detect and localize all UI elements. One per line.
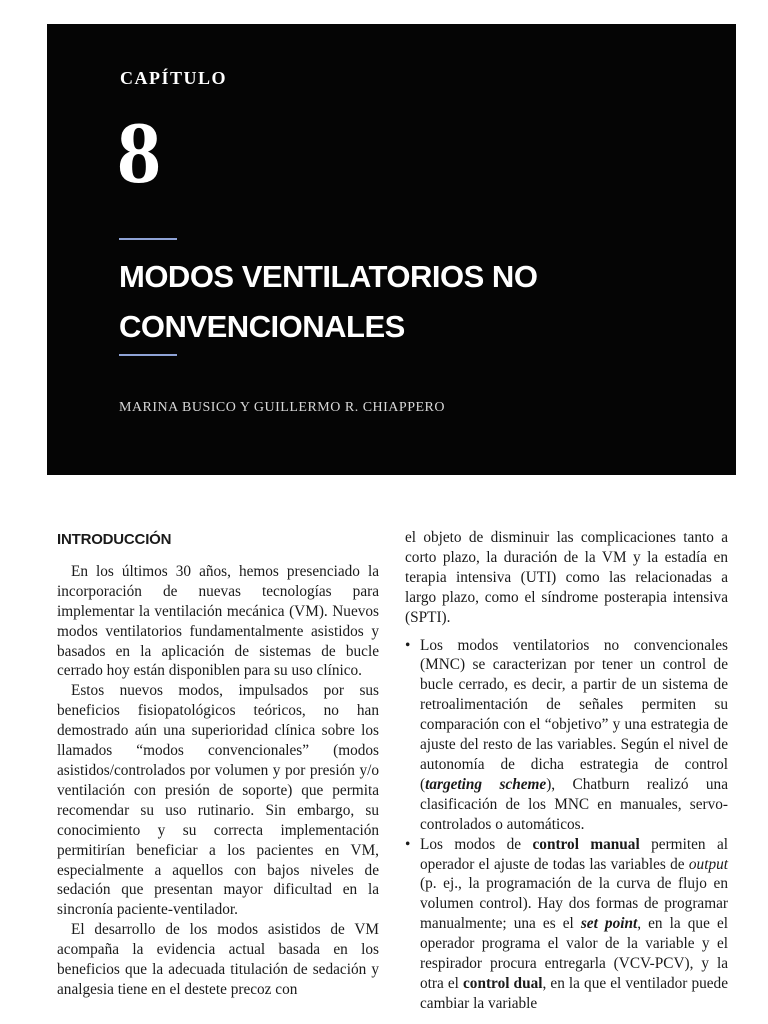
chapter-title-line-1: MODOS VENTILATORIOS NO [119,259,538,294]
bold-term: control dual [463,974,543,992]
chapter-title [119,252,679,352]
intro-paragraph-3: El desarrollo de los modos asistidos de VM acompaña la evidencia actual basada en los beneficios que la adecuada titulación de sedación y analgesia tiene en el destete precoz con [57,921,379,998]
chapter-header-banner [47,24,736,475]
bullet-text: Los modos ventilatorios no convencionales (MNC) se caracterizan por tener un control de bucle cerrado, es decir, a partir de un sistema de retroalimentación de señales permiten su comparación con el “objetivo” y una estrategia de ajuste del resto de las variables. Según el nivel de autonomía de dicha estrategia de control ( [420,636,728,793]
emphasis-term: targeting scheme [425,775,547,793]
right-column [405,528,728,1014]
bullet-text: ), Chatburn realizó una clasificación de los MNC en manuales, servo-controlados o automáticos. [420,775,728,833]
chapter-title-line-2: CONVENCIONALES [119,309,405,344]
bullet-text: (p. ej., la programación de la curva de flujo en volumen control). Hay dos formas de programar manualmente; una es el [420,875,728,933]
chapter-authors: MARINA BUSICO Y GUILLERMO R. CHIAPPERO [119,400,445,415]
bullet-text: , en la que el operador programa el valor de la variable y el respirador procura entregarla (VCV-PCV), y la otra el [420,915,728,992]
intro-paragraph-1: En los últimos 30 años, hemos presenciado la incorporación de nuevas tecnologías para implementar la ventilación mecánica (VM). Nuevos modos ventilatorios fundamentalmente asistidos y basados en la aplicación de sistemas de bucle cerrado hoy están disponiblen para su uso clínico. [57,562,379,680]
bullet-marker: • [405,835,411,853]
bullet-list [405,636,728,1014]
left-column [57,530,379,1000]
intro-paragraph-2: Estos nuevos modos, impulsados por sus beneficios fisiopatológicos teóricos, no han demostrado aún una superioridad clínica sobre los llamados “modos convencionales” (modos asistidos/controlados por volumen y por presión y/o ventilación con presión de soporte) que permita recomendar su uso rutinario. Sin embargo, su conocimiento y su correcta implementación permitirían beneficiar a los pacientes en VM, especialmente a aquellos con bajos niveles de sedación que presentan mayor dificultad en la sincronía paciente-ventilador. [57,682,379,919]
bold-term: control manual [532,835,640,853]
italic-term: output [688,855,728,873]
bullet-text: permiten al operador el ajuste de todas las variables de [420,835,728,873]
intro-paragraph-continued: el objeto de disminuir las complicaciones tanto a corto plazo, la duración de la VM y la estadía en terapia intensiva (UTI) como las relacionadas a largo plazo, como el síndrome posterapia intensiva (SPTI). [405,529,728,626]
bullet-text: , en la que el ventilador puede cambiar la variable [420,974,728,1012]
title-rule-top [119,238,177,240]
chapter-label: CAPÍTULO [120,68,228,88]
chapter-number: 8 [117,105,161,202]
bold-italic-term: set point [580,915,638,933]
title-rule-bottom [119,354,177,356]
list-item [405,835,728,1014]
bullet-marker: • [405,636,411,654]
list-item [405,636,728,835]
bullet-text: Los modos de [420,835,533,853]
section-heading: INTRODUCCIÓN [57,531,172,548]
